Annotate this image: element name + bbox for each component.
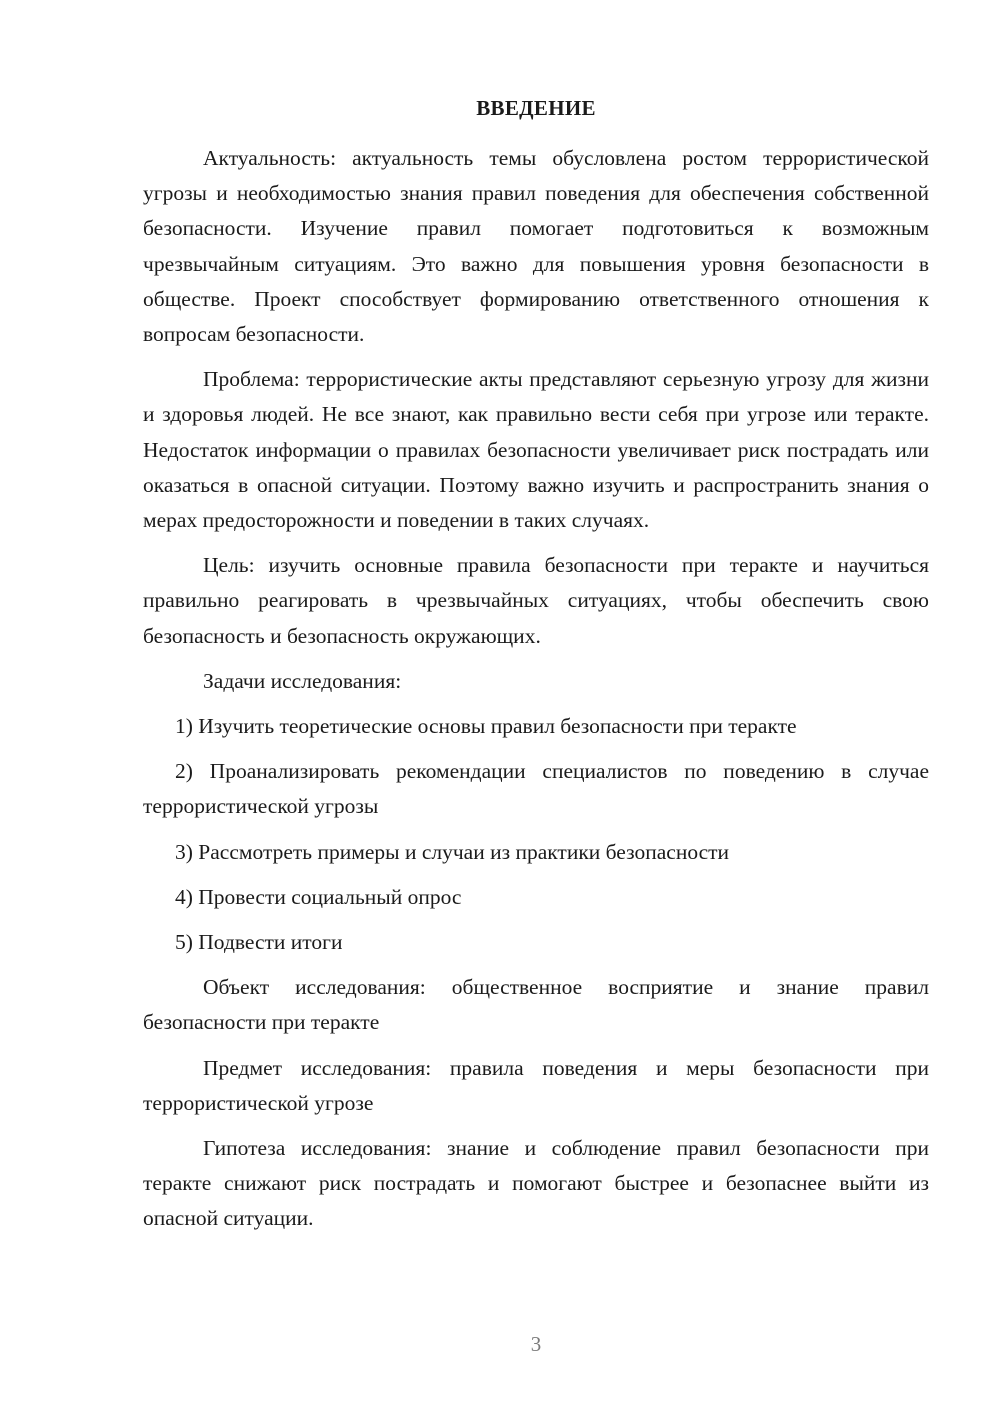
paragraph-relevance: Актуальность: актуальность темы обусловлена ростом террористической угрозы и необходимостью знания правил поведения для обеспечения собственной безопасности. Изучение правил помогает подготовиться к возможным чрезвычайным ситуациям. Это важно для повышения уровня безопасности в обществе. Проект способствует формированию ответственного отношения к вопросам безопасности. xyxy=(143,146,929,347)
paragraph-object: Объект исследования: общественное восприятие и знание правил безопасности при теракте xyxy=(143,975,929,1035)
document-body xyxy=(143,141,929,1247)
paragraph-subject: Предмет исследования: правила поведения и меры безопасности при террористической угрозе xyxy=(143,1055,929,1115)
task-item-5: 5) Подвести итоги xyxy=(175,930,343,955)
page-title: ВВЕДЕНИЕ xyxy=(476,96,596,120)
paragraph-goal: Цель: изучить основные правила безопасности при теракте и научиться правильно реагировать в чрезвычайных ситуациях, чтобы обеспечить свою безопасность и безопасность окружающих. xyxy=(143,553,929,648)
page-number: 3 xyxy=(530,1332,542,1356)
task-item-2: 2) Проанализировать рекомендации специалистов по поведению в случае террористической угрозы xyxy=(143,759,929,819)
task-item-3: 3) Рассмотреть примеры и случаи из практики безопасности xyxy=(175,839,730,864)
task-item-4: 4) Провести социальный опрос xyxy=(175,884,462,909)
paragraph-hypothesis: Гипотеза исследования: знание и соблюдение правил безопасности при теракте снижают риск пострадать и помогают быстрее и безопаснее выйти из опасной ситуации. xyxy=(143,1136,929,1231)
paragraph-problem: Проблема: террористические акты представляют серьезную угрозу для жизни и здоровья людей. Не все знают, как правильно вести себя при угрозе или теракте. Недостаток информации о правилах безопасности увеличивает риск пострадать или оказаться в опасной ситуации. Поэтому важно изучить и распространить знания о мерах предосторожности и поведении в таких случаях. xyxy=(143,367,929,533)
task-item-1: 1) Изучить теоретические основы правил безопасности при теракте xyxy=(175,714,797,739)
tasks-heading: Задачи исследования: xyxy=(203,668,402,693)
